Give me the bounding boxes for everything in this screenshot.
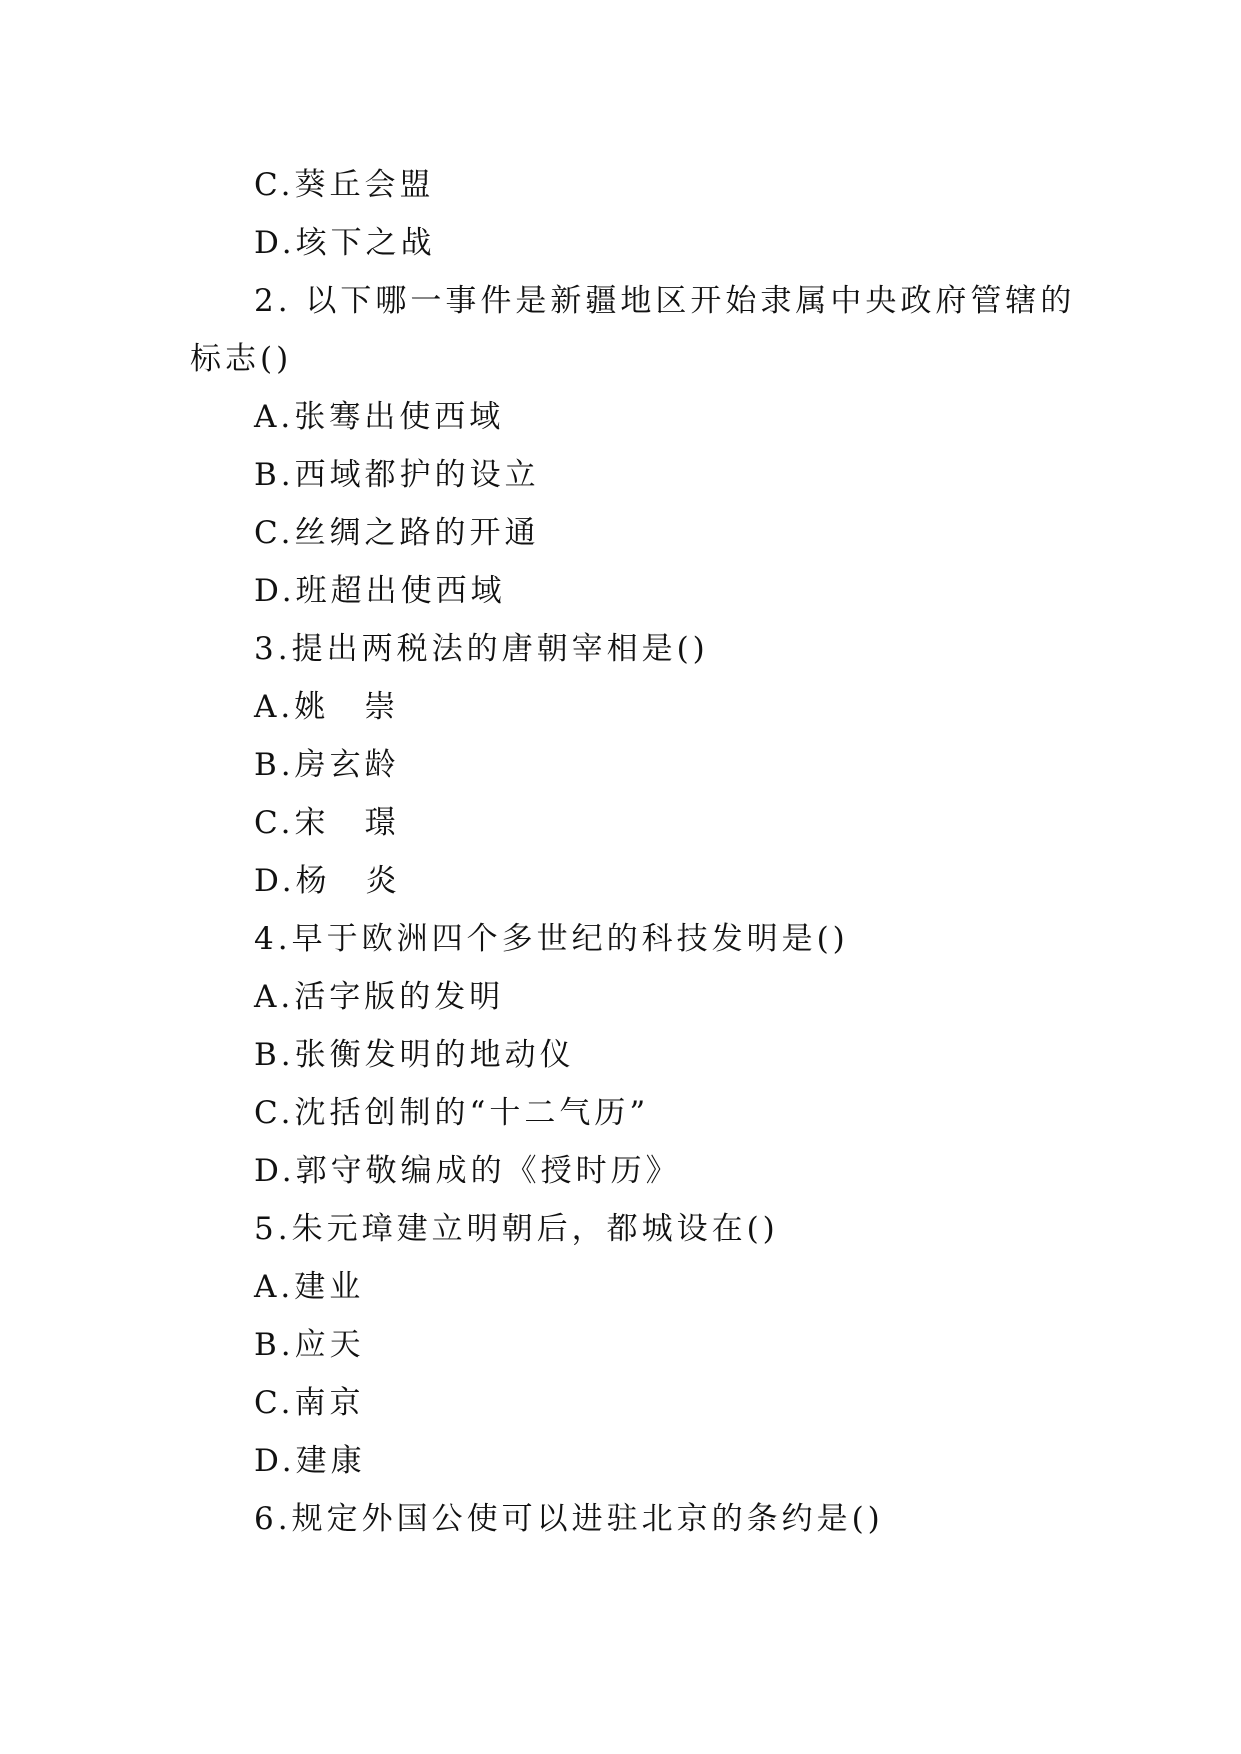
option-b-q3: B.房玄龄: [254, 747, 400, 783]
option-d-q4: D.郭守敬编成的《授时历》: [254, 1153, 681, 1189]
question-2-text: 2. 以下哪一事件是新疆地区开始隶属中央政府管辖的: [254, 283, 1076, 319]
option-a-q3: A.姚 崇: [254, 689, 400, 725]
option-c-q4: C.沈括创制的“十二气历”: [254, 1095, 650, 1131]
option-c-q5: C.南京: [254, 1385, 365, 1421]
question-2-continuation: 标志(): [190, 341, 293, 377]
question-4-text: 4.早于欧洲四个多世纪的科技发明是(): [254, 921, 849, 957]
option-d-q5: D.建康: [254, 1443, 366, 1479]
option-b-q5: B.应天: [254, 1327, 365, 1363]
option-d-q3: D.杨 炎: [254, 863, 401, 899]
option-d-q1: D.垓下之战: [254, 225, 436, 261]
option-b-q2: B.西域都护的设立: [254, 457, 540, 493]
option-b-q4: B.张衡发明的地动仪: [254, 1037, 575, 1073]
question-3-text: 3.提出两税法的唐朝宰相是(): [254, 631, 709, 667]
option-a-q2: A.张骞出使西域: [254, 399, 505, 435]
question-5-text: 5.朱元璋建立明朝后，都城设在(): [254, 1211, 779, 1247]
option-c-q2: C.丝绸之路的开通: [254, 515, 540, 551]
option-c-q1: C.葵丘会盟: [254, 167, 435, 203]
question-6-text: 6.规定外国公使可以进驻北京的条约是(): [254, 1501, 884, 1537]
option-a-q4: A.活字版的发明: [254, 979, 505, 1015]
option-c-q3: C.宋 璟: [254, 805, 400, 841]
option-a-q5: A.建业: [254, 1269, 365, 1305]
option-d-q2: D.班超出使西域: [254, 573, 506, 609]
